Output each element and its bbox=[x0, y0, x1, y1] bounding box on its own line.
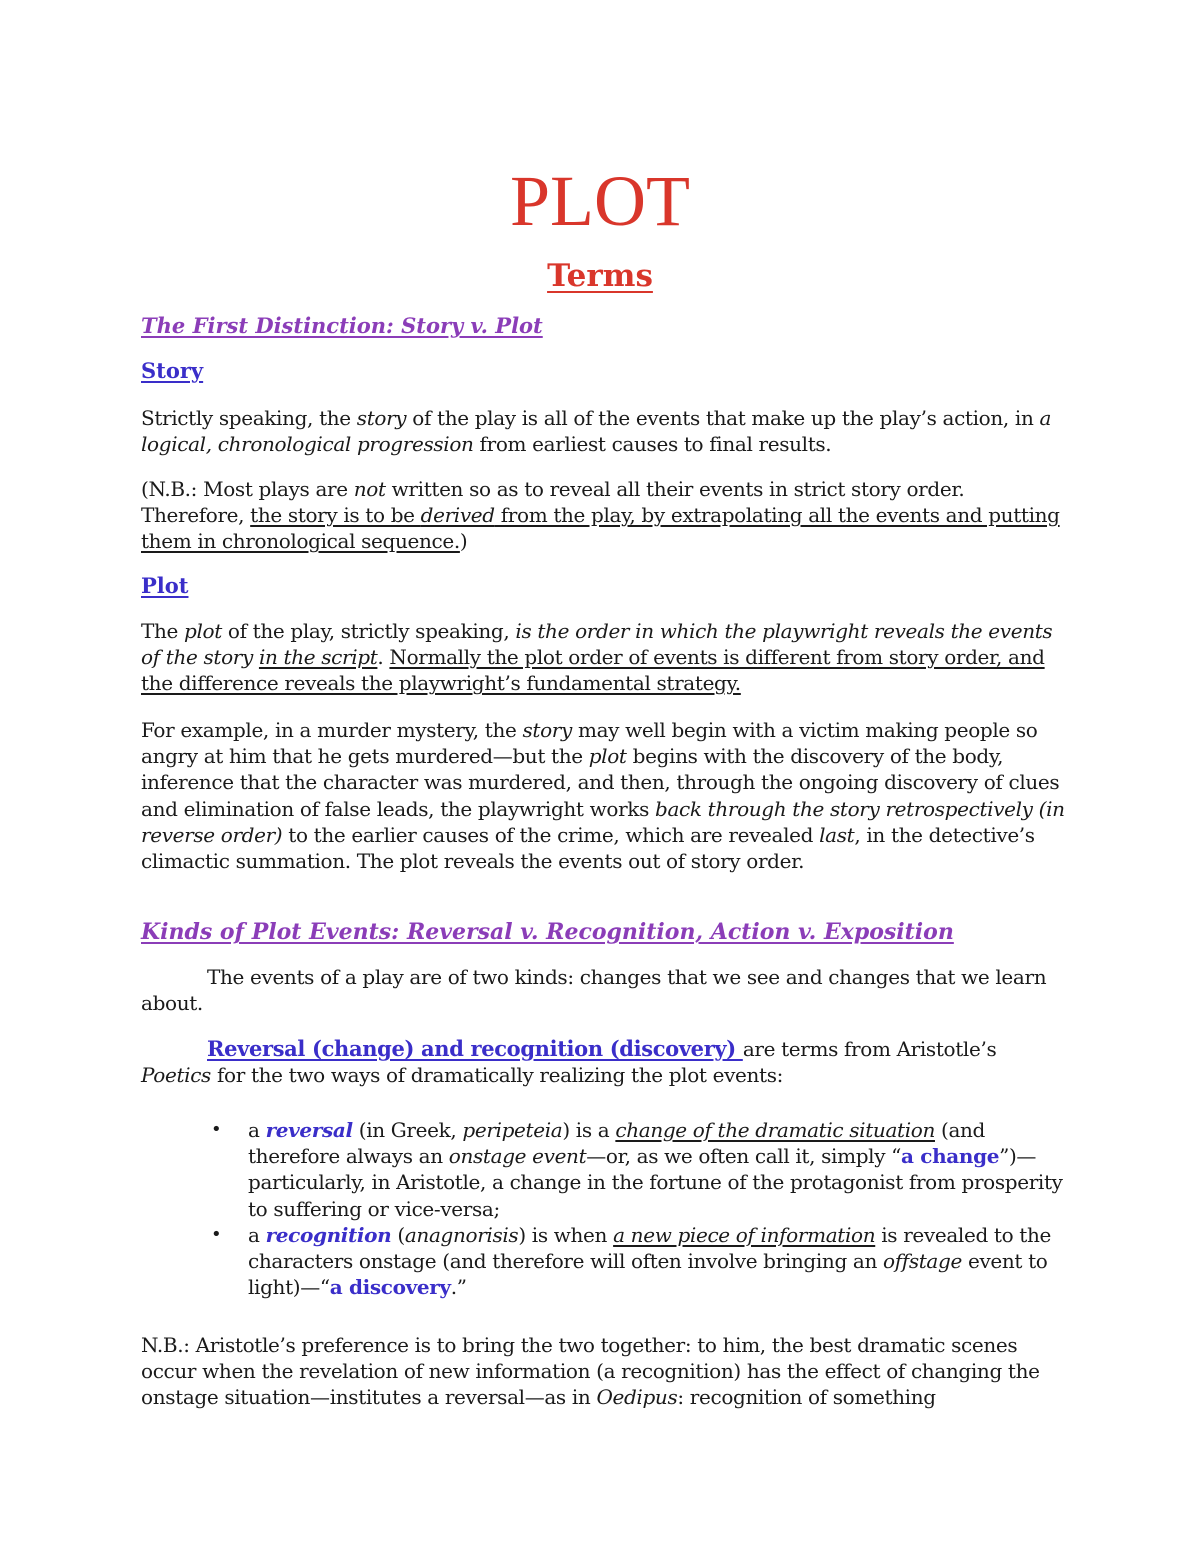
story-note-paragraph: (N.B.: Most plays are not written so as to reveal all their events in strict story order. Therefore, the story is to be derived from the play, by extrapolating all the events and putting them in chronological sequence.) bbox=[141, 477, 1060, 554]
aristotle-preference-paragraph: N.B.: Aristotle’s preference is to bring the two together: to him, the best dramatic scenes occur when the revelation of new information (a recognition) has the effect of changing the onstage situation—institutes a reversal—as in Oedipus: recognition of something bbox=[141, 1333, 1040, 1410]
page-subtitle: Terms bbox=[547, 258, 653, 294]
page-title: PLOT bbox=[510, 161, 690, 241]
reversal-recognition-list bbox=[141, 1117, 1071, 1300]
story-definition-paragraph: Strictly speaking, the story of the play is all of the events that make up the play’s action, in a logical, chronological progression from earliest causes to final results. bbox=[141, 406, 1052, 457]
list-item-reversal: • a reversal (in Greek, peripeteia) is a change of the dramatic situation (and therefore always an onstage event—or, as we often call it, simply “a change”)—particularly, in Aristotle, a change in the fortune of the protagonist from prosperity to suffering or vice-versa; bbox=[211, 1118, 1063, 1221]
aristotle-terms-paragraph: Reversal (change) and recognition (discovery) are terms from Aristotle’s Poetics for the two ways of dramatically realizing the plot events: bbox=[141, 1036, 997, 1088]
section-heading-first-distinction: The First Distinction: Story v. Plot bbox=[141, 313, 543, 338]
plot-example-paragraph: For example, in a murder mystery, the story may well begin with a victim making people so angry at him that he gets murdered—but the plot begins with the discovery of the body, inference that the character was murdered, and then, through the ongoing discovery of clues and elimination of false leads, the playwright works back through the story retrospectively (in reverse order) to the earlier causes of the crime, which are revealed last, in the detective’s climactic summation. The plot reveals the events out of story order. bbox=[141, 718, 1065, 874]
list-item-recognition: • a recognition (anagnorisis) is when a new piece of information is revealed to the characters onstage (and therefore will often involve bringing an offstage event to light)—“a discovery.” bbox=[211, 1222, 1051, 1300]
plot-definition-paragraph: The plot of the play, strictly speaking, is the order in which the playwright reveals the events of the story in the script. Normally the plot order of events is different from story order, and the difference reveals the playwright’s fundamental strategy. bbox=[141, 619, 1053, 696]
term-heading-story: Story bbox=[141, 358, 204, 383]
section-heading-kinds-of-plot-events: Kinds of Plot Events: Reversal v. Recognition, Action v. Exposition bbox=[141, 919, 954, 945]
term-heading-plot: Plot bbox=[141, 573, 189, 598]
story-derived-emphasis: the story is to be derived from the play, by extrapolating all the events and putting them in chronological sequence. bbox=[141, 503, 1060, 554]
bullet-icon: • bbox=[211, 1119, 222, 1140]
kinds-intro-paragraph: The events of a play are of two kinds: changes that we see and changes that we learn about. bbox=[141, 965, 1047, 1016]
bullet-icon: • bbox=[211, 1223, 222, 1245]
